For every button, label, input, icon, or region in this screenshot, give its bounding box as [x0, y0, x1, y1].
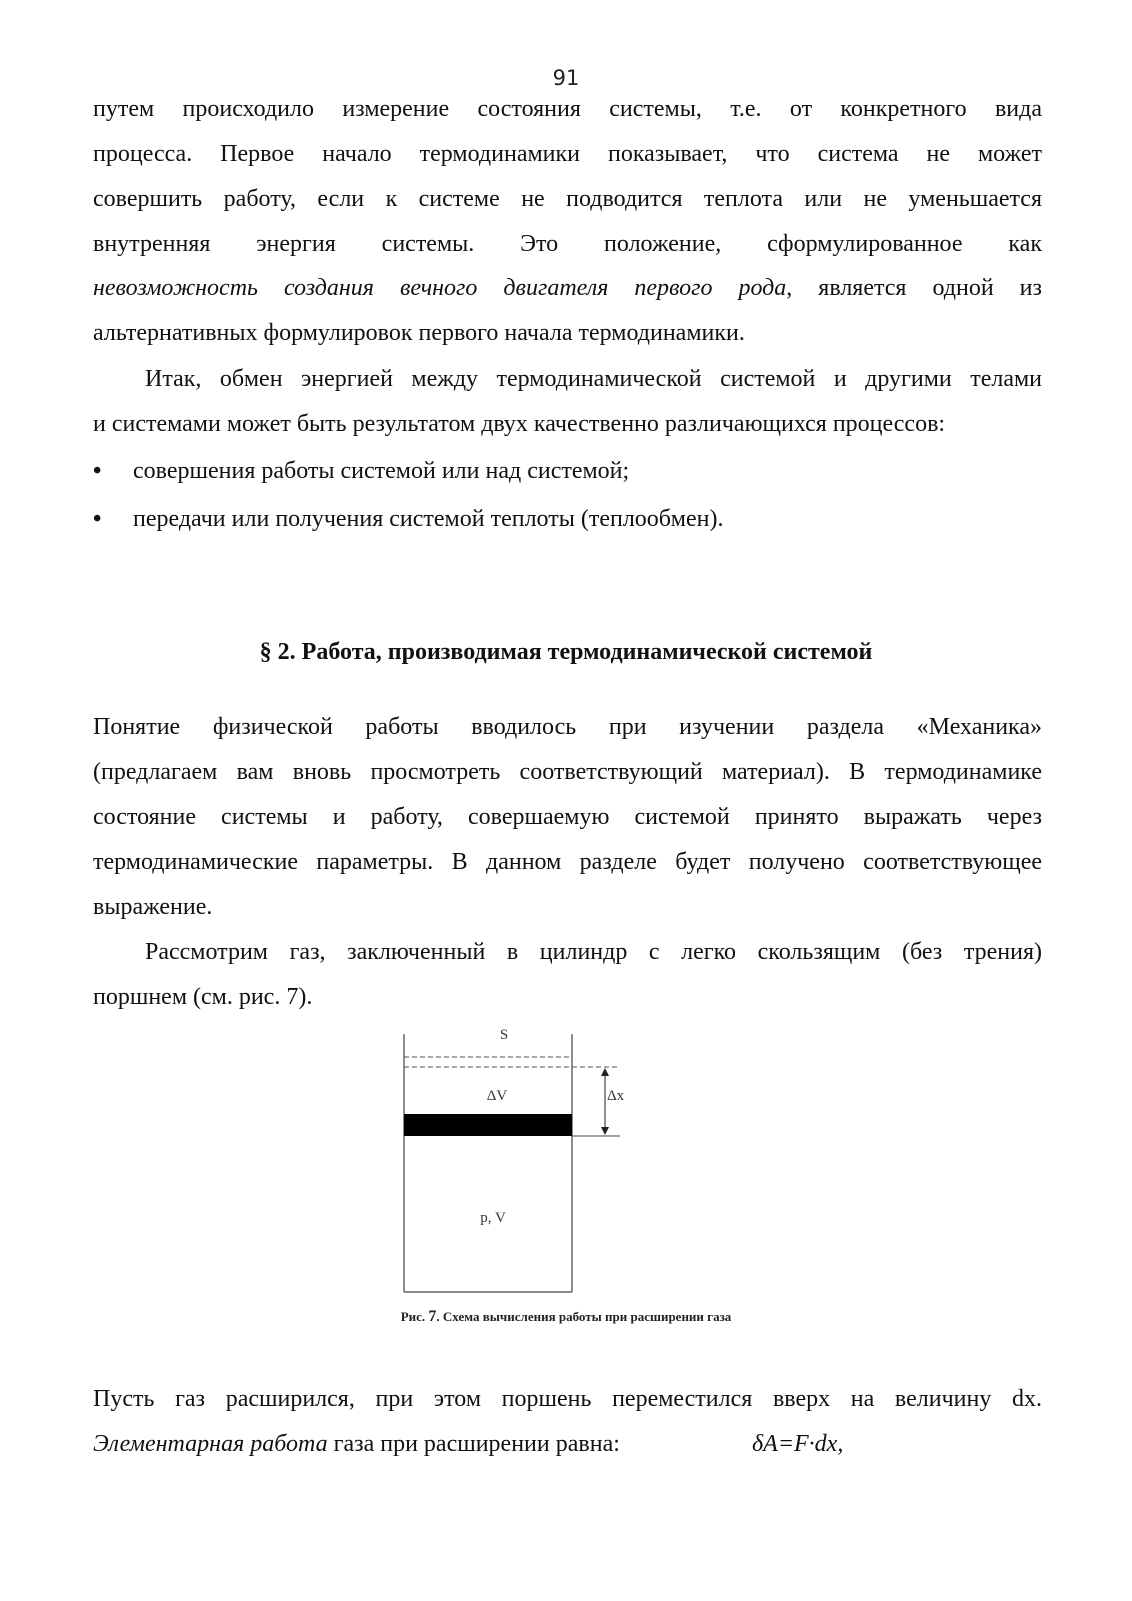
paragraph-line: Пусть газ расширился, при этом поршень переместился вверх на величину dx.	[93, 1386, 1042, 1412]
label-p-v: p, V	[480, 1210, 506, 1226]
italic-term: Элементарная работа	[93, 1431, 328, 1457]
paragraph-line: альтернативных формулировок первого начала термодинамики.	[93, 320, 745, 346]
work-equation	[752, 1429, 952, 1459]
italic-term: невозможность создания вечного двигателя первого рода	[93, 275, 787, 301]
piston-cylinder-diagram	[380, 1026, 670, 1306]
arrow-down-icon	[601, 1127, 609, 1135]
paragraph-line: внутренняя энергия системы. Это положение, сформулированное как	[93, 231, 1042, 257]
paragraph-line: термодинамические параметры. В данном разделе будет получено соответствующее	[93, 849, 1042, 875]
caption-prefix: Рис.	[400, 1309, 426, 1324]
paragraph-text: газа при расширении равна:	[333, 1431, 620, 1457]
paragraph-line: состояние системы и работу, совершаемую системой принято выражать через	[93, 804, 1042, 830]
paragraph-line: и системами может быть результатом двух качественно различающихся процессов:	[93, 411, 946, 437]
paragraph-text: , является одной из	[786, 275, 1042, 301]
paragraph-line: совершить работу, если к системе не подводится теплота или не уменьшается	[93, 186, 1042, 212]
paragraph-line: выражение.	[93, 894, 213, 920]
paragraph-line: процесса. Первое начало термодинамики показывает, что система не может	[93, 141, 1042, 167]
list-item	[93, 504, 1042, 534]
list-item-text: совершения работы системой или над системой;	[133, 458, 630, 484]
page-number: 91	[552, 66, 580, 90]
bullet-icon: •	[93, 506, 102, 532]
figure-caption	[0, 1308, 1132, 1326]
paragraph-line: поршнем (см. рис. 7).	[93, 984, 313, 1010]
list-item-text: передачи или получения системой теплоты (теплообмен).	[133, 506, 724, 532]
paragraph-line: путем происходило измерение состояния системы, т.е. от конкретного вида	[93, 96, 1042, 122]
arrow-up-icon	[601, 1068, 609, 1076]
label-delta-x: Δx	[607, 1088, 625, 1104]
piston	[404, 1114, 572, 1136]
caption-number: 7	[428, 1308, 437, 1325]
paragraph-line: (предлагаем вам вновь просмотреть соответствующий материал). В термодинамике	[93, 759, 1042, 785]
paragraph-line: Итак, обмен энергией между термодинамической системой и другими телами	[145, 366, 1042, 392]
label-s: S	[499, 1027, 509, 1043]
paragraph-line: Понятие физической работы вводилось при изучении раздела «Механика»	[93, 714, 1042, 740]
label-delta-v: ΔV	[486, 1088, 508, 1104]
caption-text: . Схема вычисления работы при расширении газа	[436, 1309, 732, 1324]
equation-text: δA=F·dx,	[752, 1431, 844, 1457]
section-heading: § 2. Работа, производимая термодинамической системой	[259, 639, 873, 665]
bullet-icon: •	[93, 458, 102, 484]
list-item	[93, 456, 1042, 486]
paragraph-line	[93, 273, 1042, 303]
paragraph-line: Рассмотрим газ, заключенный в цилиндр с легко скользящим (без трения)	[145, 939, 1042, 965]
